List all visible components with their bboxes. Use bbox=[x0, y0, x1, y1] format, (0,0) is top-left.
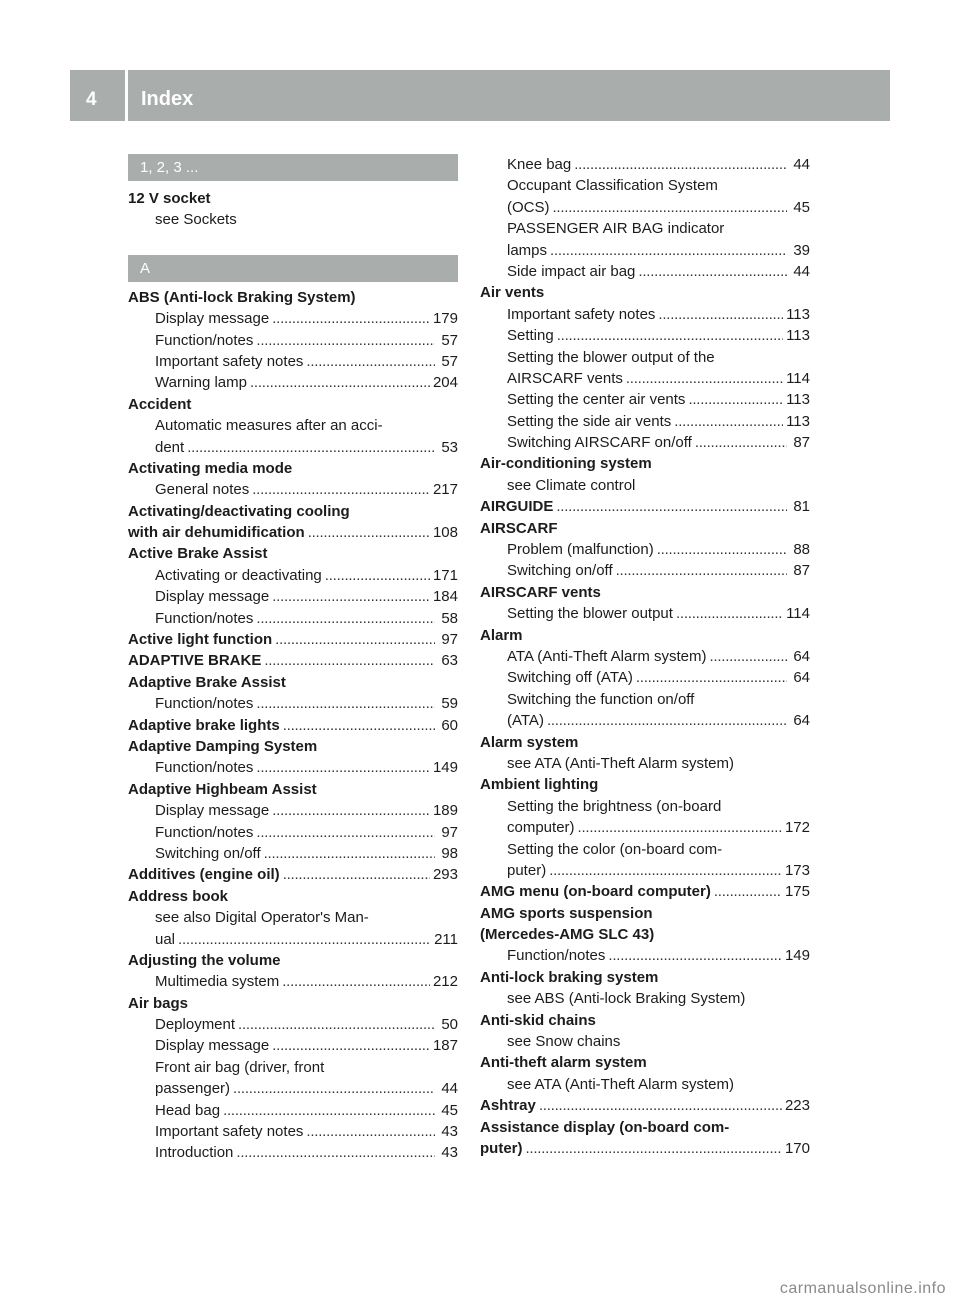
entry-text: Function/notes bbox=[155, 331, 254, 349]
dot-leader bbox=[638, 261, 787, 282]
dot-leader bbox=[550, 240, 787, 261]
index-subentry bbox=[128, 586, 458, 607]
dot-leader bbox=[272, 308, 430, 329]
entry-text: Knee bag bbox=[507, 156, 572, 173]
entry-text: Activating media mode bbox=[128, 459, 293, 477]
index-subentry bbox=[128, 1035, 458, 1056]
dot-leader bbox=[556, 496, 787, 517]
page-reference: 88 bbox=[793, 541, 810, 559]
dot-leader bbox=[308, 522, 430, 543]
entry-text: Anti-lock braking system bbox=[480, 968, 659, 986]
page-reference: 114 bbox=[786, 369, 810, 387]
index-entry bbox=[128, 501, 458, 522]
index-column-right bbox=[480, 154, 810, 1159]
page-reference: 39 bbox=[793, 241, 810, 259]
index-entry bbox=[128, 287, 458, 308]
entry-text: Setting the color (on-board com- bbox=[507, 840, 723, 858]
entry-text: Switching on/off bbox=[507, 562, 613, 580]
index-subentry bbox=[128, 1014, 458, 1035]
dot-leader bbox=[616, 560, 787, 581]
entry-text: AMG menu (on-board computer) bbox=[480, 883, 711, 901]
index-subentry bbox=[480, 646, 810, 667]
page-reference: 57 bbox=[441, 352, 458, 370]
section-header: A bbox=[128, 255, 458, 282]
dot-leader bbox=[272, 586, 430, 607]
index-subentry bbox=[128, 372, 458, 393]
entry-text: Switching on/off bbox=[155, 844, 261, 862]
index-subentry bbox=[480, 839, 810, 860]
page-reference: 113 bbox=[786, 412, 810, 430]
index-entry bbox=[480, 625, 810, 646]
index-subentry bbox=[128, 351, 458, 372]
entry-text: AIRSCARF vents bbox=[480, 583, 601, 601]
page-number: 4 bbox=[86, 89, 97, 110]
page-reference: 43 bbox=[441, 1144, 458, 1162]
page-reference: 223 bbox=[784, 1097, 810, 1115]
index-subentry bbox=[480, 475, 810, 496]
page-reference: 114 bbox=[786, 605, 810, 623]
entry-text: Function/notes bbox=[155, 695, 254, 713]
entry-text: Automatic measures after an acci- bbox=[155, 417, 383, 435]
page-reference: 212 bbox=[432, 973, 458, 991]
index-subentry bbox=[480, 411, 810, 432]
page-reference: 44 bbox=[793, 262, 810, 280]
dot-leader bbox=[178, 929, 431, 950]
page-reference: 293 bbox=[432, 866, 458, 884]
page-reference: 44 bbox=[441, 1080, 458, 1098]
index-subentry bbox=[128, 1078, 458, 1099]
dot-leader bbox=[250, 372, 430, 393]
entry-text: see Climate control bbox=[507, 476, 636, 494]
index-subentry bbox=[128, 693, 458, 714]
entry-text: Warning lamp bbox=[155, 374, 247, 392]
index-subentry bbox=[480, 603, 810, 624]
index-entry bbox=[128, 188, 458, 209]
dot-leader bbox=[256, 693, 435, 714]
dot-leader bbox=[256, 608, 435, 629]
index-entry bbox=[128, 886, 458, 907]
watermark: carmanualsonline.info bbox=[779, 1280, 946, 1297]
page-reference: 113 bbox=[786, 327, 810, 345]
index-entry bbox=[480, 1010, 810, 1031]
entry-text: Switching AIRSCARF on/off bbox=[507, 434, 692, 452]
entry-text: Assistance display (on-board com- bbox=[480, 1118, 730, 1136]
page-reference: 98 bbox=[441, 844, 458, 862]
entry-text: puter) bbox=[507, 861, 547, 879]
dot-leader bbox=[272, 1035, 430, 1056]
dot-leader bbox=[578, 817, 782, 838]
index-subentry bbox=[128, 843, 458, 864]
index-subentry bbox=[128, 437, 458, 458]
index-subentry bbox=[480, 796, 810, 817]
index-subentry bbox=[480, 1074, 810, 1095]
dot-leader bbox=[283, 864, 430, 885]
entry-text: PASSENGER AIR BAG indicator bbox=[507, 220, 725, 238]
index-subentry bbox=[128, 209, 458, 230]
index-subentry bbox=[480, 240, 810, 261]
index-entry bbox=[128, 394, 458, 415]
page-reference: 45 bbox=[441, 1101, 458, 1119]
page-reference: 60 bbox=[441, 716, 458, 734]
index-entry bbox=[128, 650, 458, 671]
entry-text: Activating or deactivating bbox=[155, 566, 322, 584]
page-reference: 45 bbox=[793, 198, 810, 216]
index-entry bbox=[480, 967, 810, 988]
entry-text: Problem (malfunction) bbox=[507, 541, 654, 559]
dot-leader bbox=[275, 629, 435, 650]
dot-leader bbox=[549, 860, 782, 881]
index-subentry bbox=[480, 988, 810, 1009]
entry-text: AMG sports suspension bbox=[480, 904, 653, 922]
page-reference: 211 bbox=[434, 930, 458, 948]
entry-text: Setting the center air vents bbox=[507, 391, 686, 409]
page-reference: 149 bbox=[784, 947, 810, 965]
entry-text: Side impact air bag bbox=[507, 262, 636, 280]
entry-text: Occupant Classification System bbox=[507, 177, 718, 195]
entry-text: Important safety notes bbox=[155, 352, 304, 370]
dot-leader bbox=[709, 646, 787, 667]
entry-text: Function/notes bbox=[155, 823, 254, 841]
dot-leader bbox=[539, 1095, 782, 1116]
index-subentry bbox=[128, 1057, 458, 1078]
dot-leader bbox=[626, 368, 783, 389]
index-subentry bbox=[480, 175, 810, 196]
index-subentry bbox=[480, 154, 810, 175]
entry-text: Air bags bbox=[128, 994, 189, 1012]
entry-text: Setting the blower output bbox=[507, 605, 673, 623]
index-entry bbox=[480, 732, 810, 753]
entry-text: (Mercedes-AMG SLC 43) bbox=[480, 926, 655, 944]
dot-leader bbox=[674, 411, 783, 432]
dot-leader bbox=[547, 710, 787, 731]
entry-text: computer) bbox=[507, 819, 575, 837]
header-divider bbox=[125, 70, 128, 121]
dot-leader bbox=[236, 1142, 435, 1163]
dot-leader bbox=[238, 1014, 435, 1035]
entry-text: Head bag bbox=[155, 1101, 221, 1119]
entry-text: Address book bbox=[128, 887, 229, 905]
dot-leader bbox=[676, 603, 783, 624]
entry-text: lamps bbox=[507, 241, 548, 259]
entry-text: (OCS) bbox=[507, 198, 550, 216]
entry-text: Air vents bbox=[480, 284, 545, 302]
page-reference: 113 bbox=[786, 391, 810, 409]
page-reference: 184 bbox=[432, 588, 458, 606]
entry-text: Deployment bbox=[155, 1016, 236, 1034]
dot-leader bbox=[658, 304, 783, 325]
index-subentry bbox=[480, 218, 810, 239]
index-subentry bbox=[480, 689, 810, 710]
index-subentry bbox=[128, 971, 458, 992]
index-entry bbox=[480, 1138, 810, 1159]
entry-text: Accident bbox=[128, 395, 192, 413]
index-entry bbox=[480, 582, 810, 603]
entry-text: Anti-skid chains bbox=[480, 1011, 596, 1029]
page-reference: 59 bbox=[441, 695, 458, 713]
entry-text: General notes bbox=[155, 481, 250, 499]
index-subentry bbox=[128, 565, 458, 586]
page-reference: 43 bbox=[441, 1123, 458, 1141]
entry-text: Adaptive Highbeam Assist bbox=[128, 780, 317, 798]
index-subentry bbox=[128, 608, 458, 629]
index-subentry bbox=[480, 261, 810, 282]
dot-leader bbox=[526, 1138, 782, 1159]
page-reference: 217 bbox=[432, 481, 458, 499]
index-subentry bbox=[480, 710, 810, 731]
dot-leader bbox=[557, 325, 783, 346]
entry-text: Switching off (ATA) bbox=[507, 669, 633, 687]
entry-text: with air dehumidification bbox=[128, 524, 305, 542]
index-subentry bbox=[128, 479, 458, 500]
dot-leader bbox=[657, 539, 787, 560]
entry-text: 12 V socket bbox=[128, 190, 211, 207]
page-reference: 113 bbox=[786, 305, 810, 323]
entry-text: Important safety notes bbox=[507, 305, 656, 323]
index-subentry bbox=[128, 1121, 458, 1142]
section-header: 1, 2, 3 ... bbox=[128, 154, 458, 181]
page-reference: 204 bbox=[432, 374, 458, 392]
page-reference: 87 bbox=[793, 434, 810, 452]
dot-leader bbox=[283, 715, 435, 736]
entry-text: AIRSCARF bbox=[480, 519, 558, 537]
index-entry bbox=[128, 543, 458, 564]
page-reference: 97 bbox=[441, 631, 458, 649]
index-subentry bbox=[480, 347, 810, 368]
page-reference: 63 bbox=[441, 652, 458, 670]
entry-text: Air-conditioning system bbox=[480, 455, 652, 473]
index-subentry bbox=[128, 308, 458, 329]
entry-text: Introduction bbox=[155, 1144, 234, 1162]
index-subentry bbox=[480, 945, 810, 966]
index-entry bbox=[128, 779, 458, 800]
dot-leader bbox=[264, 843, 435, 864]
index-entry bbox=[128, 629, 458, 650]
index-entry bbox=[128, 522, 458, 543]
index-subentry bbox=[128, 822, 458, 843]
index-subentry bbox=[480, 197, 810, 218]
page-reference: 81 bbox=[793, 498, 810, 516]
index-entry bbox=[480, 518, 810, 539]
dot-leader bbox=[695, 432, 787, 453]
dot-leader bbox=[553, 197, 788, 218]
dot-leader bbox=[187, 437, 435, 458]
page-reference: 64 bbox=[793, 647, 810, 665]
index-subentry bbox=[128, 330, 458, 351]
dot-leader bbox=[256, 822, 435, 843]
index-entry bbox=[480, 1052, 810, 1073]
entry-text: Ambient lighting bbox=[480, 776, 599, 794]
entry-text: Display message bbox=[155, 802, 270, 820]
page-reference: 175 bbox=[784, 883, 810, 901]
index-subentry bbox=[480, 389, 810, 410]
index-subentry bbox=[480, 325, 810, 346]
dot-leader bbox=[282, 971, 430, 992]
dot-leader bbox=[223, 1100, 435, 1121]
index-subentry bbox=[480, 1031, 810, 1052]
index-subentry bbox=[480, 667, 810, 688]
entry-text: AIRGUIDE bbox=[480, 498, 554, 516]
page-reference: 108 bbox=[432, 524, 458, 542]
page-reference: 189 bbox=[432, 802, 458, 820]
dot-leader bbox=[252, 479, 430, 500]
index-entry bbox=[480, 903, 810, 924]
entry-text: ATA (Anti-Theft Alarm system) bbox=[507, 647, 707, 665]
dot-leader bbox=[714, 881, 782, 902]
index-entry bbox=[128, 672, 458, 693]
entry-text: Setting bbox=[507, 327, 554, 345]
index-subentry bbox=[128, 907, 458, 928]
index-subentry bbox=[128, 415, 458, 436]
page-reference: 187 bbox=[432, 1037, 458, 1055]
index-entry bbox=[128, 715, 458, 736]
entry-text: Activating/deactivating cooling bbox=[128, 502, 350, 520]
index-entry bbox=[128, 458, 458, 479]
entry-text: Additives (engine oil) bbox=[128, 866, 280, 884]
index-entry bbox=[480, 282, 810, 303]
index-subentry bbox=[128, 929, 458, 950]
entry-text: AIRSCARF vents bbox=[507, 369, 623, 387]
entry-text: see also Digital Operator's Man- bbox=[155, 909, 369, 927]
dot-leader bbox=[608, 945, 782, 966]
entry-text: see Sockets bbox=[155, 211, 237, 229]
entry-text: passenger) bbox=[155, 1080, 231, 1098]
entry-text: ual bbox=[155, 930, 176, 948]
index-entry bbox=[480, 924, 810, 945]
entry-text: Display message bbox=[155, 588, 270, 606]
entry-text: Multimedia system bbox=[155, 973, 280, 991]
entry-text: Front air bag (driver, front bbox=[155, 1058, 325, 1076]
dot-leader bbox=[272, 800, 430, 821]
page-reference: 57 bbox=[441, 331, 458, 349]
dot-leader bbox=[306, 1121, 435, 1142]
index-entry bbox=[128, 950, 458, 971]
entry-text: (ATA) bbox=[507, 712, 544, 730]
entry-text: Active light function bbox=[128, 631, 273, 649]
index-entry bbox=[128, 736, 458, 757]
page-reference: 179 bbox=[432, 310, 458, 328]
entry-text: puter) bbox=[480, 1139, 523, 1157]
index-subentry bbox=[128, 1100, 458, 1121]
index-subentry bbox=[128, 757, 458, 778]
dot-leader bbox=[636, 667, 787, 688]
dot-leader bbox=[325, 565, 430, 586]
entry-text: see Snow chains bbox=[507, 1033, 621, 1051]
page-reference: 97 bbox=[441, 823, 458, 841]
page-reference: 171 bbox=[432, 566, 458, 584]
entry-text: Setting the brightness (on-board bbox=[507, 797, 722, 815]
page-reference: 58 bbox=[441, 609, 458, 627]
page-reference: 173 bbox=[784, 861, 810, 879]
entry-text: Adaptive Brake Assist bbox=[128, 673, 286, 691]
entry-text: Anti-theft alarm system bbox=[480, 1054, 647, 1072]
index-subentry bbox=[480, 368, 810, 389]
index-subentry bbox=[480, 860, 810, 881]
index-subentry bbox=[480, 304, 810, 325]
entry-text: Switching the function on/off bbox=[507, 690, 695, 708]
page-title: Index bbox=[141, 88, 194, 110]
entry-text: Function/notes bbox=[507, 947, 606, 965]
entry-text: ABS (Anti-lock Braking System) bbox=[128, 288, 356, 306]
index-entry bbox=[128, 993, 458, 1014]
index-column-left bbox=[128, 154, 458, 1164]
entry-text: Function/notes bbox=[155, 609, 254, 627]
index-entry bbox=[480, 774, 810, 795]
entry-text: Adaptive brake lights bbox=[128, 716, 280, 734]
index-subentry bbox=[480, 432, 810, 453]
dot-leader bbox=[264, 650, 435, 671]
page-reference: 64 bbox=[793, 669, 810, 687]
index-subentry bbox=[128, 800, 458, 821]
index-entry bbox=[480, 881, 810, 902]
entry-text: Adjusting the volume bbox=[128, 951, 281, 969]
page-reference: 50 bbox=[441, 1016, 458, 1034]
dot-leader bbox=[256, 330, 435, 351]
entry-text: Ashtray bbox=[480, 1097, 536, 1115]
entry-text: see ATA (Anti-Theft Alarm system) bbox=[507, 754, 735, 772]
page-reference: 64 bbox=[793, 712, 810, 730]
entry-text: dent bbox=[155, 438, 185, 456]
entry-text: Adaptive Damping System bbox=[128, 737, 318, 755]
page-reference: 149 bbox=[432, 759, 458, 777]
entry-text: ADAPTIVE BRAKE bbox=[128, 652, 262, 670]
index-subentry bbox=[480, 560, 810, 581]
entry-text: Alarm system bbox=[480, 733, 579, 751]
page-reference: 44 bbox=[793, 156, 810, 173]
index-entry bbox=[480, 1117, 810, 1138]
dot-leader bbox=[574, 154, 787, 175]
index-subentry bbox=[128, 1142, 458, 1163]
index-entry bbox=[480, 1095, 810, 1116]
dot-leader bbox=[233, 1078, 435, 1099]
dot-leader bbox=[306, 351, 435, 372]
page-reference: 53 bbox=[441, 438, 458, 456]
page-reference: 172 bbox=[784, 819, 810, 837]
entry-text: Active Brake Assist bbox=[128, 545, 268, 563]
entry-text: Setting the side air vents bbox=[507, 412, 672, 430]
entry-text: Alarm bbox=[480, 626, 523, 644]
entry-text: see ABS (Anti-lock Braking System) bbox=[507, 990, 746, 1008]
entry-text: Setting the blower output of the bbox=[507, 348, 715, 366]
index-entry bbox=[128, 864, 458, 885]
dot-leader bbox=[256, 757, 430, 778]
index-subentry bbox=[480, 539, 810, 560]
entry-text: Display message bbox=[155, 1037, 270, 1055]
page-reference: 170 bbox=[784, 1139, 810, 1157]
index-subentry bbox=[480, 753, 810, 774]
entry-text: see ATA (Anti-Theft Alarm system) bbox=[507, 1075, 735, 1093]
entry-text: Function/notes bbox=[155, 759, 254, 777]
dot-leader bbox=[688, 389, 783, 410]
entry-text: Important safety notes bbox=[155, 1123, 304, 1141]
index-entry bbox=[480, 453, 810, 474]
index-subentry bbox=[480, 817, 810, 838]
page-reference: 87 bbox=[793, 562, 810, 580]
entry-text: Display message bbox=[155, 310, 270, 328]
index-entry bbox=[480, 496, 810, 517]
